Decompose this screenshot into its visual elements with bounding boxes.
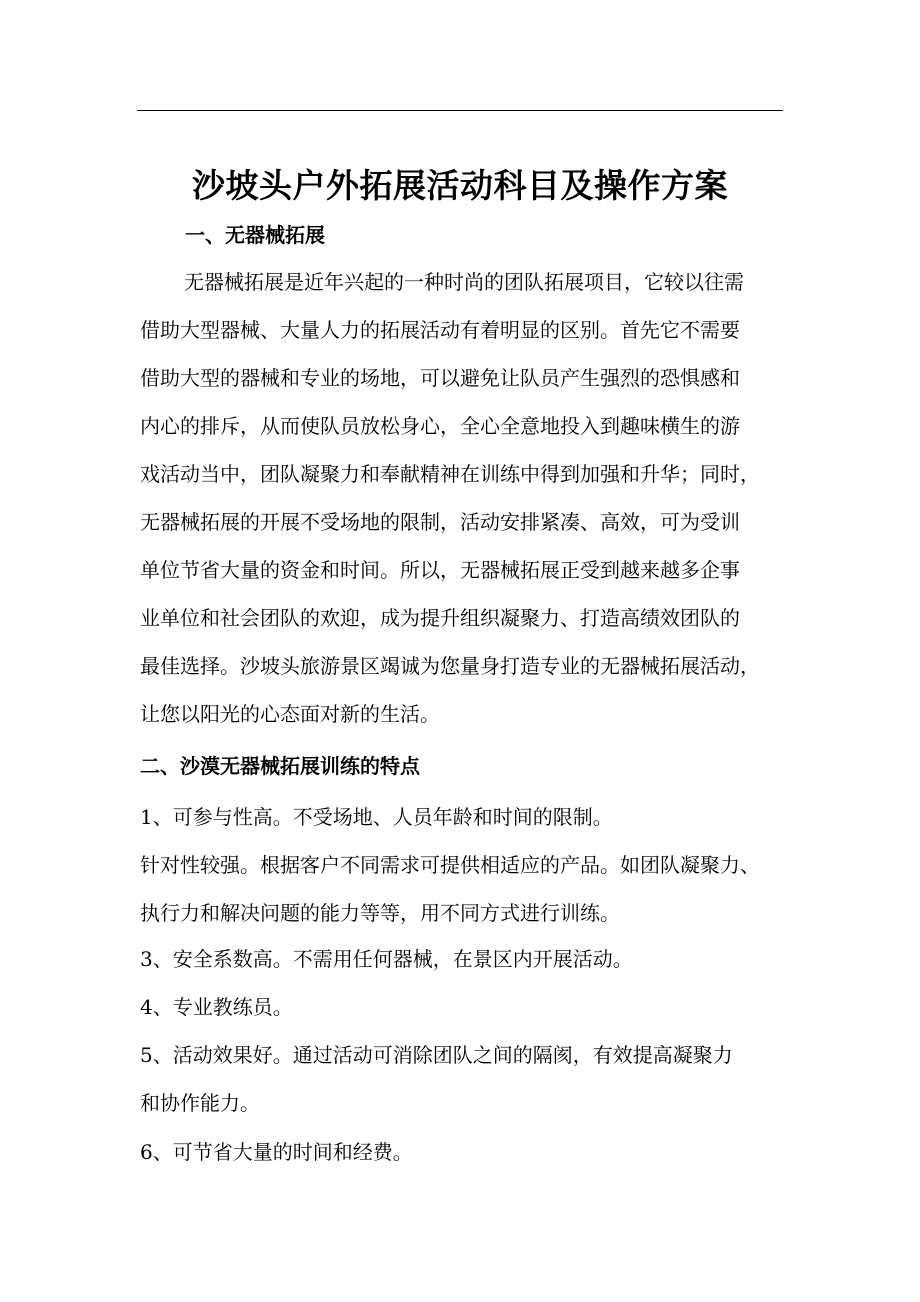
list-item: 1、可参与性高。不受场地、人员年龄和时间的限制。 (140, 805, 613, 829)
paragraph-line: 无器械拓展的开展不受场地的限制，活动安排紧凑、高效，可为受训 (140, 510, 740, 534)
document-title: 沙坡头户外拓展活动科目及操作方案 (192, 166, 728, 205)
list-item: 4、专业教练员。 (140, 995, 293, 1019)
feature-item (140, 1128, 413, 1176)
paragraph-line: 内心的排斥，从而使队员放松身心，全心全意地投入到趣味横生的游 (140, 414, 740, 438)
list-item: 执行力和解决问题的能力等等，用不同方式进行训练。 (140, 901, 620, 925)
paragraph-line: 无器械拓展是近年兴起的一种时尚的团队拓展项目，它较以往需 (184, 270, 744, 294)
feature-item (140, 935, 633, 983)
list-item: 和协作能力。 (140, 1091, 260, 1115)
feature-item (140, 793, 613, 841)
paragraph-line: 借助大型的器械和专业的场地，可以避免让队员产生强烈的恐惧感和 (140, 366, 740, 390)
paragraph-line: 业单位和社会团队的欢迎，成为提升组织凝聚力、打造高绩效团队的 (140, 606, 740, 630)
feature-item (140, 1031, 733, 1127)
list-item: 3、安全系数高。不需用任何器械，在景区内开展活动。 (140, 947, 633, 971)
paragraph-line: 让您以阳光的心态面对新的生活。 (140, 702, 440, 726)
list-item: 5、活动效果好。通过活动可消除团队之间的隔阂，有效提高凝聚力 (140, 1043, 733, 1067)
header-rule (137, 110, 783, 111)
list-item: 6、可节省大量的时间和经费。 (140, 1140, 413, 1164)
paragraph-line: 戏活动当中，团队凝聚力和奉献精神在训练中得到加强和升华；同时， (140, 462, 760, 486)
section-1-paragraph (140, 258, 785, 738)
paragraph-line: 单位节省大量的资金和时间。所以，无器械拓展正受到越来越多企事 (140, 558, 740, 582)
section-1-heading: 一、无器械拓展 (185, 223, 325, 247)
list-item: 针对性较强。根据客户不同需求可提供相适应的产品。如团队凝聚力、 (140, 853, 760, 877)
paragraph-line: 最佳选择。沙坡头旅游景区竭诚为您量身打造专业的无器械拓展活动， (140, 654, 760, 678)
feature-item (140, 983, 293, 1031)
section-2-heading: 二、沙漠无器械拓展训练的特点 (140, 754, 420, 778)
paragraph-line: 借助大型器械、大量人力的拓展活动有着明显的区别。首先它不需要 (140, 318, 740, 342)
feature-item (140, 841, 760, 937)
